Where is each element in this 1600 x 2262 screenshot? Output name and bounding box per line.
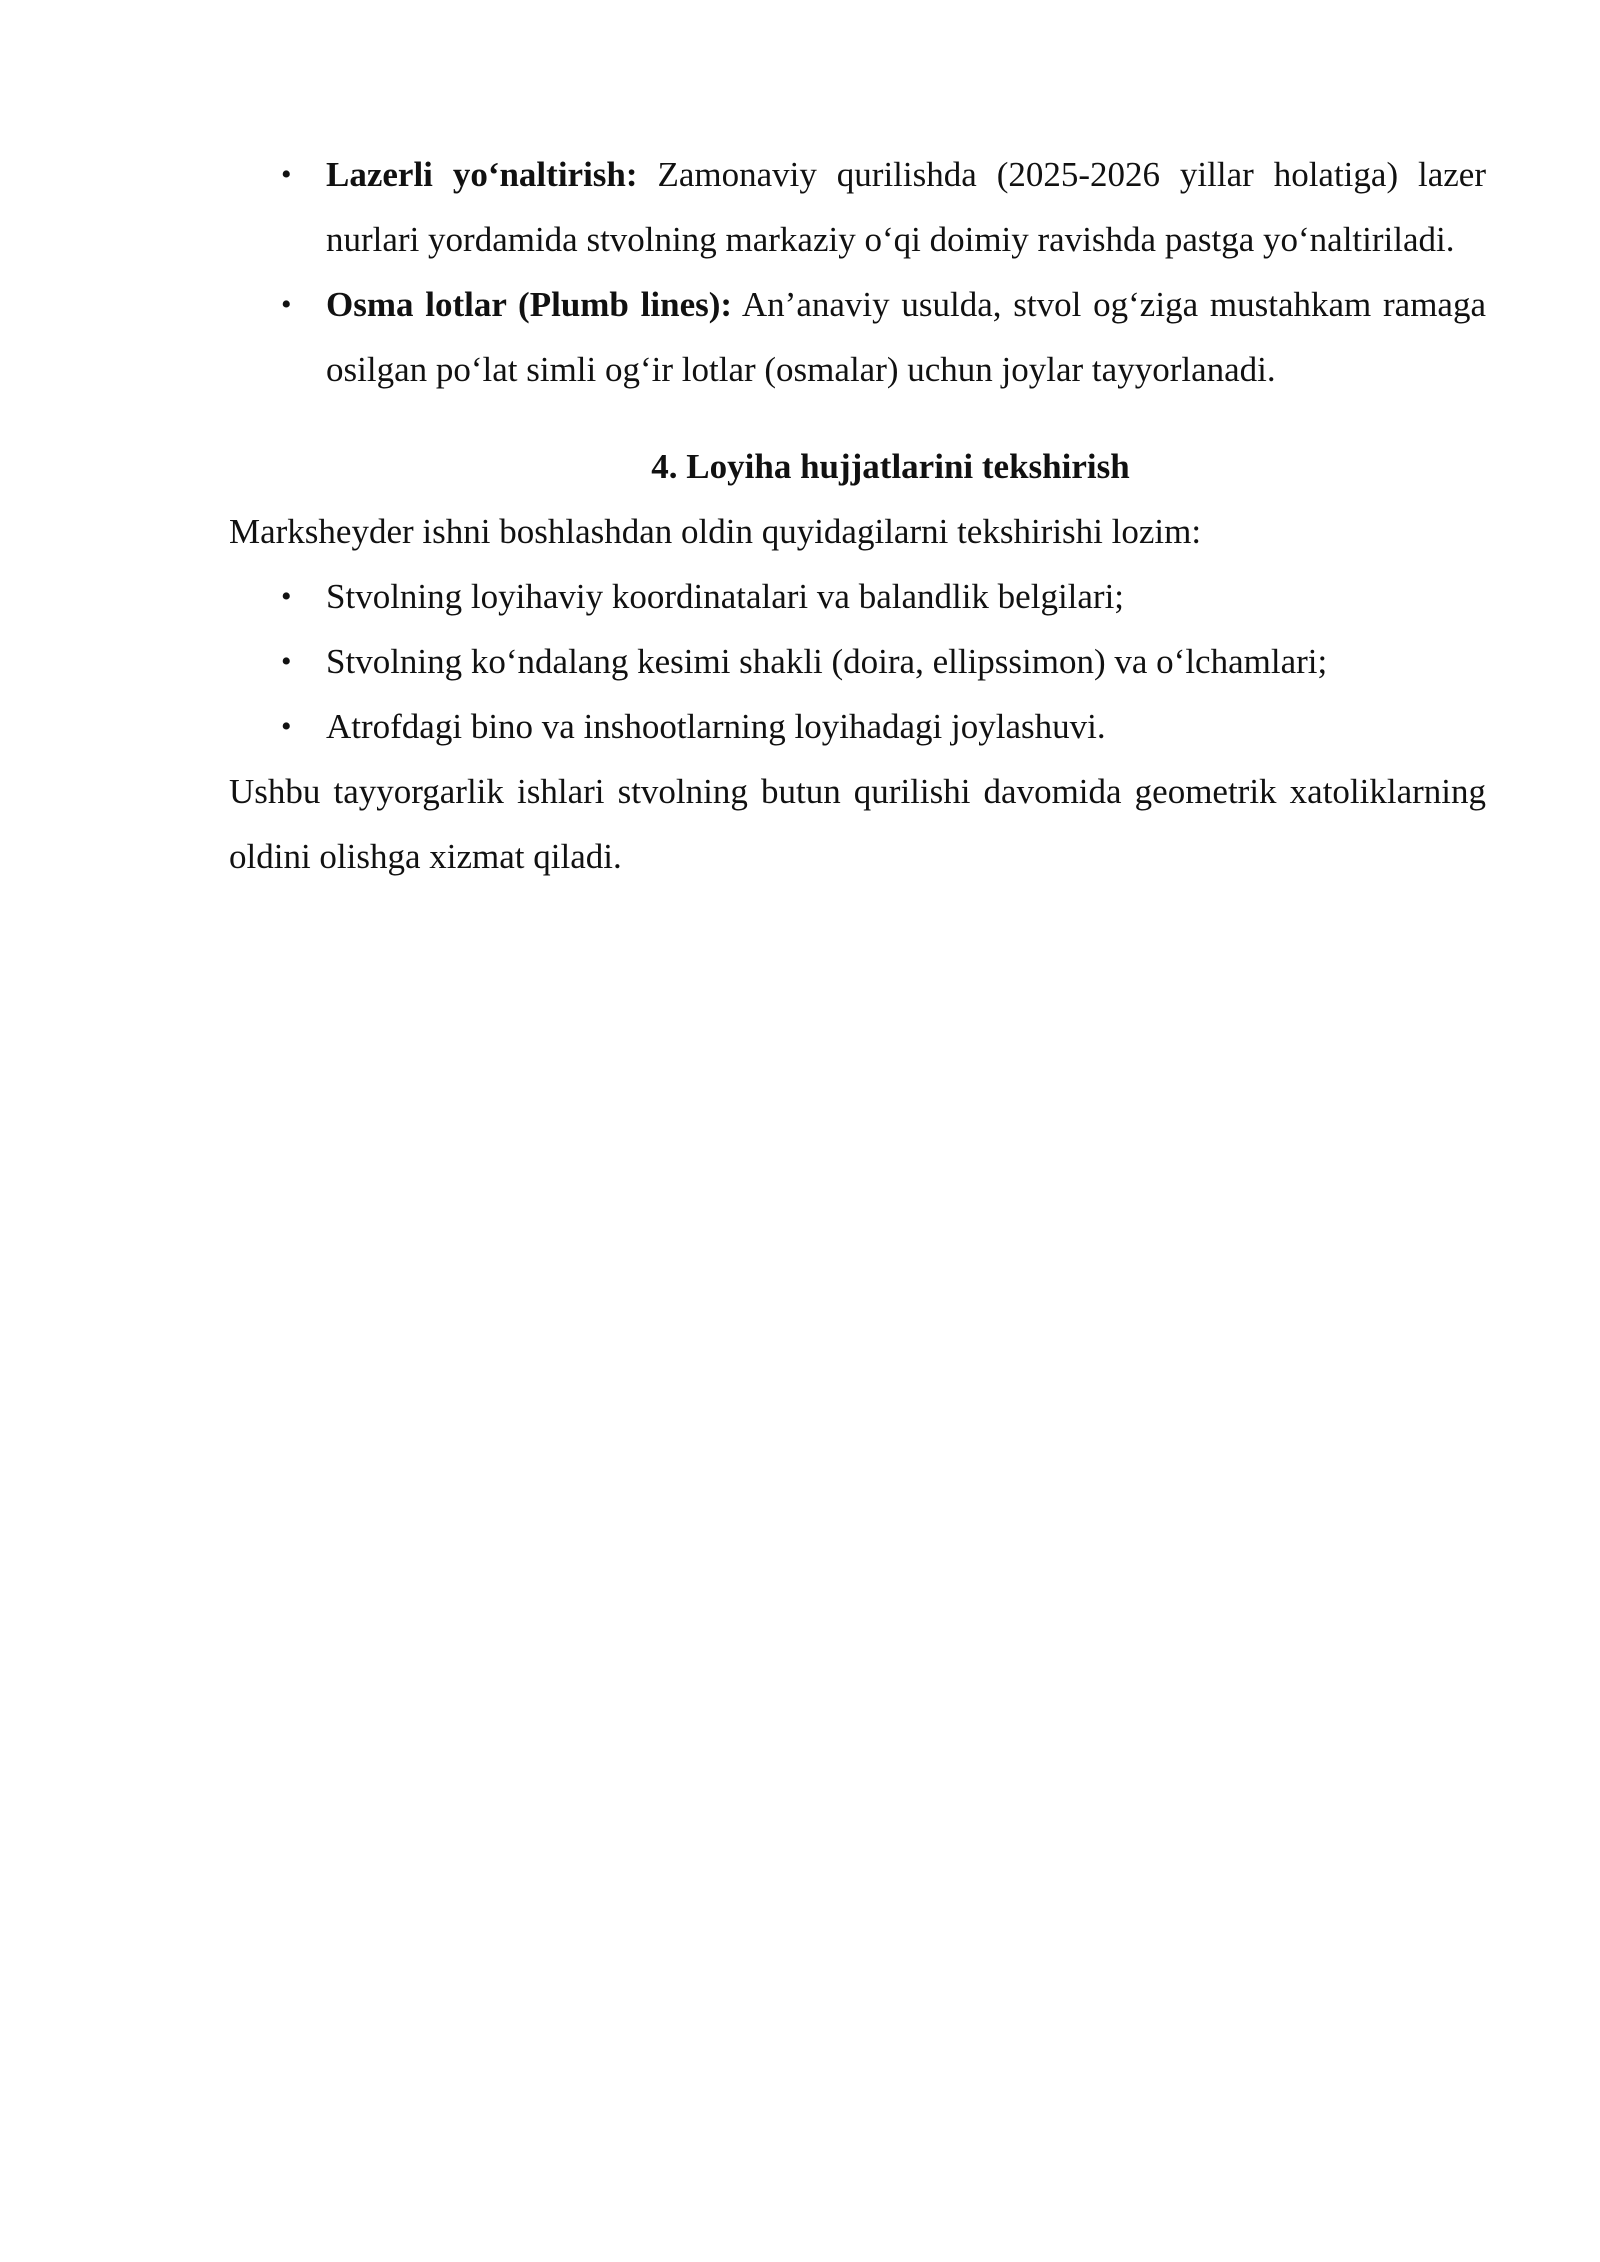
section-intro: Marksheyder ishni boshlashdan oldin quyidagilarni tekshirishi lozim:: [229, 512, 1202, 551]
list-item-text: Atrofdagi bino va inshootlarning loyihadagi joylashuvi.: [326, 707, 1106, 746]
list-item-term: Osma lotlar (Plumb lines):: [326, 285, 733, 324]
page-content: [229, 142, 1486, 889]
list-item-term: Lazerli yo‘naltirish:: [326, 155, 638, 194]
list-item: [229, 564, 1486, 629]
bullet-icon: •: [281, 645, 292, 678]
checklist: [229, 564, 1486, 759]
list-item-text: Zamonaviy qurilishda (2025-2026 yillar holatiga) lazer nurlari yordamida stvolning markaziy o‘qi doimiy ravishda pastga yo‘naltiriladi.: [326, 155, 1487, 259]
list-item-text: Stvolning loyihaviy koordinatalari va balandlik belgilari;: [326, 577, 1125, 616]
list-item: [229, 629, 1486, 694]
closing-paragraph: Ushbu tayyorgarlik ishlari stvolning butun qurilishi davomida geometrik xatoliklarning oldini olishga xizmat qiladi.: [229, 772, 1486, 876]
bullet-icon: •: [281, 710, 292, 743]
list-item-text: An’anaviy usulda, stvol og‘ziga mustahkam ramaga osilgan po‘lat simli og‘ir lotlar (osmalar) uchun joylar tayyorlanadi.: [326, 285, 1486, 389]
list-item-text: Stvolning ko‘ndalang kesimi shakli (doira, ellipssimon) va o‘lchamlari;: [326, 642, 1328, 681]
list-item: [229, 694, 1486, 759]
section-heading: 4. Loyiha hujjatlarini tekshirish: [651, 447, 1130, 486]
bullet-icon: •: [281, 158, 292, 191]
bullet-icon: •: [281, 580, 292, 613]
list-item: [229, 272, 1486, 402]
methods-list: [229, 142, 1486, 402]
list-item: [229, 142, 1486, 272]
bullet-icon: •: [281, 288, 292, 321]
